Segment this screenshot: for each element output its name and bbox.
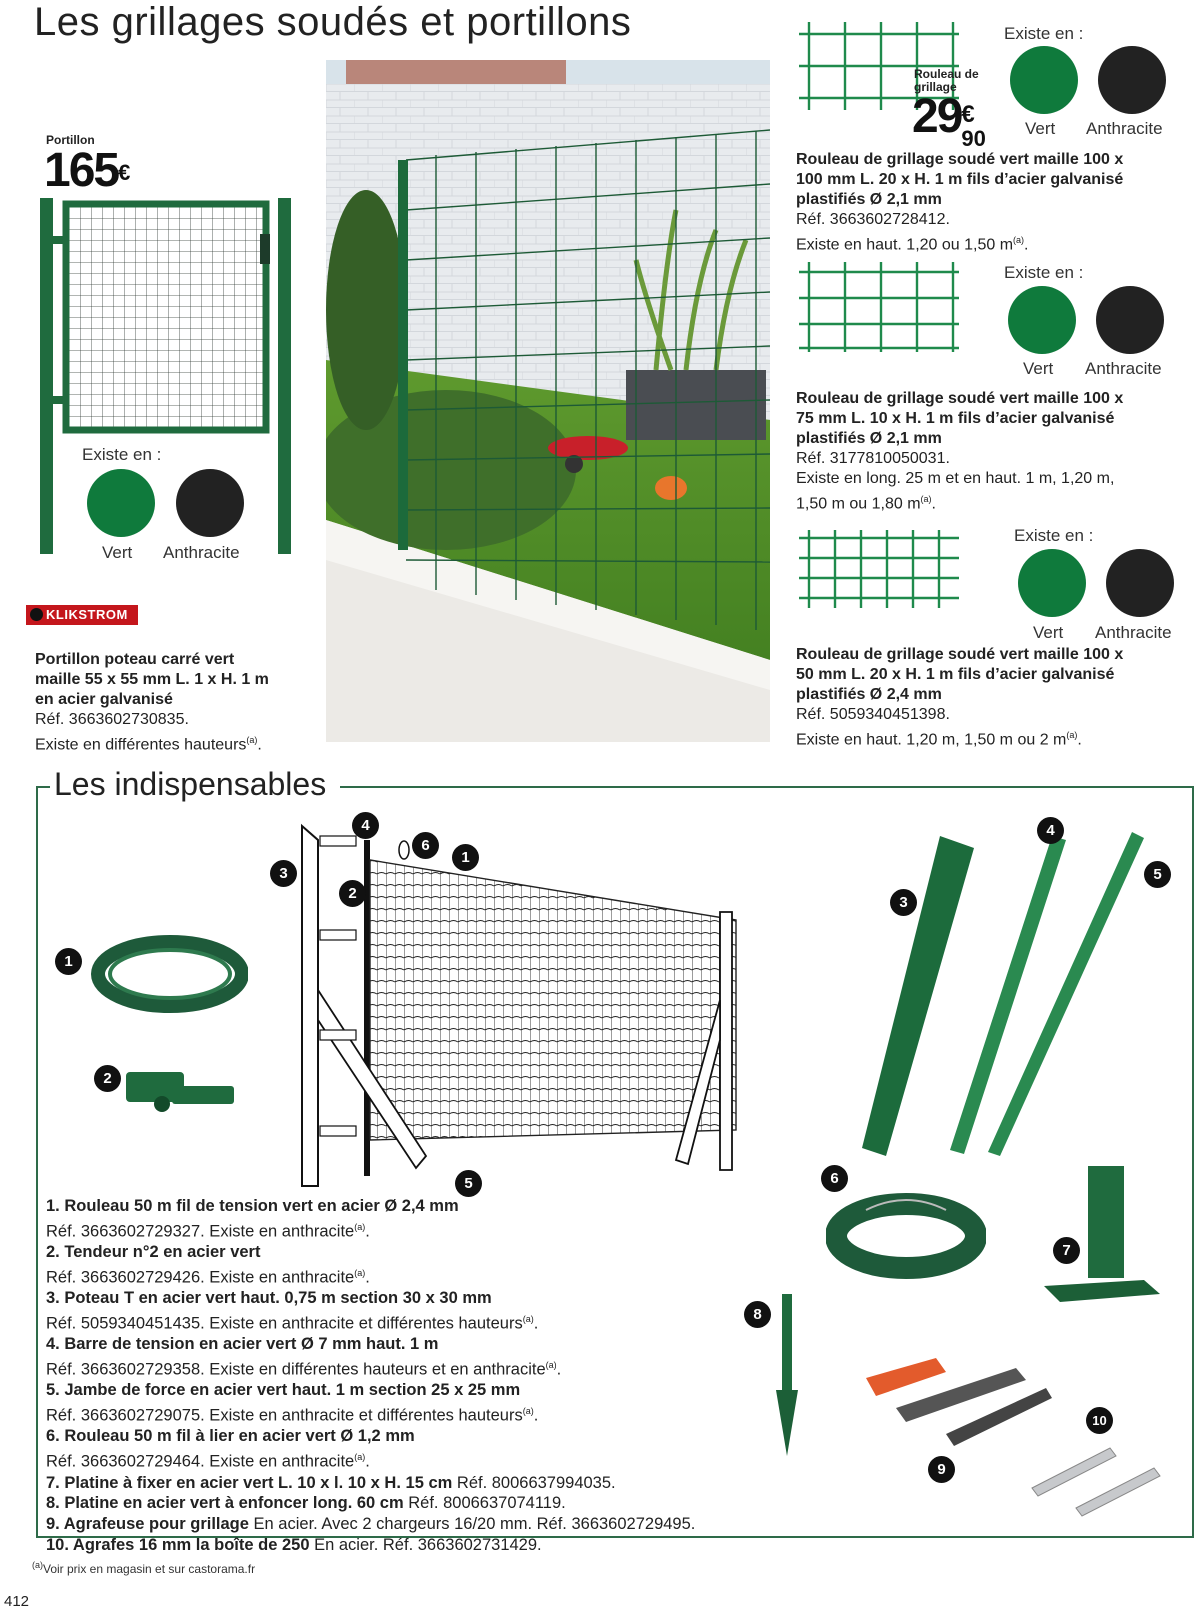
- rouleau2-swatch-vert[interactable]: [1008, 286, 1076, 354]
- brand-logo: [26, 605, 138, 625]
- rouleau1-desc-line: plastifiés Ø 2,1 mm: [796, 191, 942, 208]
- frame-top-right: [340, 786, 1194, 788]
- rouleau2-desc-line: Rouleau de grillage soudé vert maille 100 x: [796, 390, 1124, 407]
- rouleau1-ref: Réf. 3663602728412.: [796, 211, 950, 228]
- brand-name: KLIKSTROM: [46, 607, 128, 622]
- list-item: [46, 1535, 826, 1556]
- footnote-text: Voir prix en magasin et sur castorama.fr: [43, 1562, 256, 1576]
- indispensables-list: [46, 1196, 826, 1556]
- portillon-ref: Réf. 3663602730835.: [35, 711, 189, 728]
- list-item: [46, 1196, 826, 1217]
- rouleau1-swatch-anthracite[interactable]: [1098, 46, 1166, 114]
- list-item: [46, 1514, 826, 1535]
- badge-5-diagram: 5: [455, 1170, 482, 1197]
- item-ref: En acier. Réf. 3663602731429.: [309, 1535, 542, 1554]
- item-ref: Réf. 3663602729327. Existe en anthracite: [46, 1222, 355, 1241]
- item-ref: Réf. 8006637074119.: [403, 1494, 566, 1513]
- tensioner-image: [120, 1058, 236, 1122]
- staples-image: [1026, 1430, 1166, 1520]
- portillon-label: Portillon: [46, 133, 95, 147]
- portillon-price-currency: €: [118, 160, 131, 185]
- list-item: [46, 1242, 826, 1263]
- rouleau2-ref: Réf. 3177810050031.: [796, 450, 950, 467]
- page-number: 412: [4, 1593, 30, 1610]
- rouleau2-extra: [796, 489, 1196, 514]
- badge-8: 8: [744, 1301, 771, 1328]
- list-item: [46, 1426, 826, 1447]
- rouleau3-color-anthracite: Anthracite: [1095, 623, 1172, 642]
- footnote-mark: (a): [246, 735, 258, 745]
- list-item: Réf. 3663602729075. Existe en anthracite et différentes hauteurs$^{(a)}$.: [46, 1406, 539, 1425]
- list-item: [46, 1288, 826, 1309]
- rouleau1-extra: [796, 230, 1196, 255]
- rouleau2-swatch-anthracite[interactable]: [1096, 286, 1164, 354]
- list-item: [46, 1334, 826, 1355]
- footnote-mark: (a): [522, 1313, 534, 1324]
- badge-6-diagram: 6: [412, 832, 439, 859]
- badge-3: 3: [890, 889, 917, 916]
- portillon-color-vert: Vert: [102, 543, 133, 562]
- item-title: 4. Barre de tension en acier vert Ø 7 mm haut. 1 m: [46, 1335, 439, 1354]
- item-title: 1. Rouleau 50 m fil de tension vert en acier Ø 2,4 mm: [46, 1197, 459, 1215]
- rouleau3-description: [796, 645, 1196, 750]
- footnote-mark: (a): [1013, 235, 1025, 245]
- footnote-mark: (a): [920, 494, 932, 504]
- list-item: [46, 1473, 826, 1494]
- rouleau1-description: [796, 150, 1196, 255]
- item-ref: Réf. 3663602729426. Existe en anthracite: [46, 1268, 355, 1287]
- list-item: [46, 1380, 826, 1401]
- rouleau-100x75-mesh-image: [795, 258, 963, 354]
- portillon-desc-line: maille 55 x 55 mm L. 1 x H. 1 m: [35, 671, 269, 688]
- badge-3-diagram: 3: [270, 860, 297, 887]
- badge-9: 9: [928, 1456, 955, 1483]
- item-ref: Réf. 3663602729464. Existe en anthracite: [46, 1452, 355, 1471]
- garden-fence-photo: [326, 60, 770, 742]
- portillon-swatch-anthracite[interactable]: [176, 469, 244, 537]
- footnote-mark: (a): [354, 1452, 366, 1463]
- rouleau1-desc-line: 100 mm L. 20 x H. 1 m fils d’acier galvanisé: [796, 171, 1124, 188]
- badge-6: 6: [821, 1165, 848, 1192]
- footnote-mark: (a): [1066, 730, 1078, 740]
- item-title: 7. Platine à fixer en acier vert L. 10 x l. 10 x H. 15 cm: [46, 1473, 453, 1492]
- fence-installation-diagram: [296, 820, 756, 1190]
- portillon-color-anthracite: Anthracite: [163, 543, 240, 562]
- page-title: Les grillages soudés et portillons: [34, 0, 632, 44]
- brand-logo-icon: [30, 608, 43, 621]
- rouleau3-swatch-vert[interactable]: [1018, 549, 1086, 617]
- frame-top-left: [36, 786, 50, 788]
- portillon-extra-end: .: [257, 736, 262, 754]
- list-item: Réf. 3663602729464. Existe en anthracite$^{(a)}$.: [46, 1452, 370, 1471]
- badge-5: 5: [1144, 861, 1171, 888]
- item-title: 5. Jambe de force en acier vert haut. 1 m section 25 x 25 mm: [46, 1381, 521, 1400]
- list-item: Réf. 3663602729327. Existe en anthracite$^{(a)}$.: [46, 1221, 370, 1241]
- footnote-mark: (a): [522, 1406, 534, 1417]
- list-item: Réf. 3663602729426. Existe en anthracite$^{(a)}$.: [46, 1267, 370, 1287]
- tension-wire-roll-image: [88, 930, 248, 1016]
- badge-1: 1: [55, 948, 82, 975]
- rouleau2-color-anthracite: Anthracite: [1085, 359, 1162, 378]
- rouleau3-extra: [796, 725, 1196, 750]
- rouleau3-existe: Existe en :: [1014, 526, 1094, 545]
- rouleau3-desc-line: plastifiés Ø 2,4 mm: [796, 686, 942, 703]
- rouleau2-color-vert: Vert: [1023, 359, 1054, 378]
- portillon-description: [35, 650, 325, 755]
- rouleau2-existe: Existe en :: [1004, 263, 1084, 282]
- rouleau2-extra-line1: Existe en long. 25 m et en haut. 1 m, 1,20 m,: [796, 470, 1115, 487]
- rouleau3-swatch-anthracite[interactable]: [1106, 549, 1174, 617]
- rouleau1-price-currency: €: [961, 101, 975, 128]
- badge-1-diagram: 1: [452, 844, 479, 871]
- fixing-plate-image: [1034, 1162, 1164, 1312]
- footnote: [32, 1560, 255, 1576]
- rouleau3-color-vert: Vert: [1033, 623, 1064, 642]
- indispensables-title: Les indispensables: [54, 766, 327, 802]
- badge-10: 10: [1086, 1407, 1113, 1434]
- rouleau-100x50-mesh-image: [795, 528, 963, 614]
- rouleau1-existe: Existe en :: [1004, 24, 1084, 43]
- rouleau1-price: [912, 90, 991, 151]
- item-title: 8. Platine en acier vert à enfoncer long. 60 cm: [46, 1494, 404, 1513]
- portillon-desc-line: en acier galvanisé: [35, 691, 173, 708]
- item-ref: Réf. 3663602729075. Existe en anthracite et différentes hauteurs: [46, 1406, 523, 1425]
- badge-7: 7: [1053, 1237, 1080, 1264]
- list-item: Réf. 5059340451435. Existe en anthracite et différentes hauteurs$^{(a)}$.: [46, 1313, 539, 1333]
- item-ref: Réf. 5059340451435. Existe en anthracite et différentes hauteurs: [46, 1314, 523, 1333]
- item-title: 3. Poteau T en acier vert haut. 0,75 m section 30 x 30 mm: [46, 1289, 492, 1308]
- rouleau2-extra-text: 1,50 m ou 1,80 m: [796, 495, 921, 513]
- portillon-swatch-vert[interactable]: [87, 469, 155, 537]
- rouleau3-ref: Réf. 5059340451398.: [796, 706, 950, 723]
- rouleau1-price-main: 29: [912, 90, 962, 143]
- rouleau1-label: Rouleau de grillage: [914, 67, 979, 94]
- rouleau2-description: [796, 389, 1196, 514]
- item-title: 9. Agrafeuse pour grillage: [46, 1515, 249, 1534]
- rouleau1-color-anthracite: Anthracite: [1086, 119, 1163, 138]
- rouleau1-extra-text: Existe en haut. 1,20 ou 1,50 m: [796, 236, 1014, 254]
- rouleau2-desc-line: 75 mm L. 10 x H. 1 m fils d’acier galvanisé: [796, 410, 1115, 427]
- rouleau1-swatch-vert[interactable]: [1010, 46, 1078, 114]
- portillon-existe: Existe en :: [82, 445, 162, 464]
- footnote-mark: (a): [354, 1267, 366, 1278]
- rouleau2-extra-end: .: [931, 495, 936, 513]
- rouleau2-desc-line: plastifiés Ø 2,1 mm: [796, 430, 942, 447]
- item-title: 10. Agrafes 16 mm la boîte de 250: [46, 1535, 310, 1554]
- badge-2: 2: [94, 1065, 121, 1092]
- rouleau1-color-vert: Vert: [1025, 119, 1056, 138]
- footnote-mark: (a): [32, 1560, 43, 1570]
- portillon-price: [44, 146, 130, 196]
- binding-wire-roll-image: [826, 1190, 986, 1300]
- portillon-desc-line: Portillon poteau carré vert: [35, 651, 235, 668]
- footnote-mark: (a): [354, 1221, 366, 1232]
- rouleau1-price-cents: 90: [961, 126, 986, 151]
- portillon-extra-text: Existe en différentes hauteurs: [35, 736, 247, 754]
- portillon-gate-image: [36, 196, 296, 558]
- rouleau3-extra-text: Existe en haut. 1,20 m, 1,50 m ou 2 m: [796, 731, 1067, 749]
- item-ref: En acier. Avec 2 chargeurs 16/20 mm. Réf. 3663602729495.: [248, 1515, 696, 1534]
- item-title: 2. Tendeur n°2 en acier vert: [46, 1243, 261, 1262]
- item-ref: Réf. 8006637994035.: [452, 1473, 616, 1492]
- badge-4-diagram: 4: [352, 812, 379, 839]
- list-item: [46, 1493, 826, 1514]
- portillon-price-main: 165: [44, 144, 119, 197]
- posts-and-bars-image: [852, 826, 1152, 1166]
- rouleau3-desc-line: Rouleau de grillage soudé vert maille 100 x: [796, 646, 1124, 663]
- rouleau3-extra-end: .: [1077, 731, 1082, 749]
- footnote-mark: (a): [545, 1360, 557, 1371]
- item-title: 6. Rouleau 50 m fil à lier en acier vert Ø 1,2 mm: [46, 1427, 415, 1446]
- badge-2-diagram: 2: [339, 880, 366, 907]
- badge-4: 4: [1037, 817, 1064, 844]
- item-ref: Réf. 3663602729358. Existe en différentes hauteurs et en anthracite: [46, 1360, 546, 1379]
- rouleau1-desc-line: Rouleau de grillage soudé vert maille 100 x: [796, 151, 1124, 168]
- rouleau3-desc-line: 50 mm L. 20 x H. 1 m fils d’acier galvanisé: [796, 666, 1115, 683]
- rouleau1-extra-end: .: [1024, 236, 1029, 254]
- portillon-extra: [35, 730, 325, 755]
- list-item: Réf. 3663602729358. Existe en différentes hauteurs et en anthracite$^{(a)}$.: [46, 1360, 562, 1379]
